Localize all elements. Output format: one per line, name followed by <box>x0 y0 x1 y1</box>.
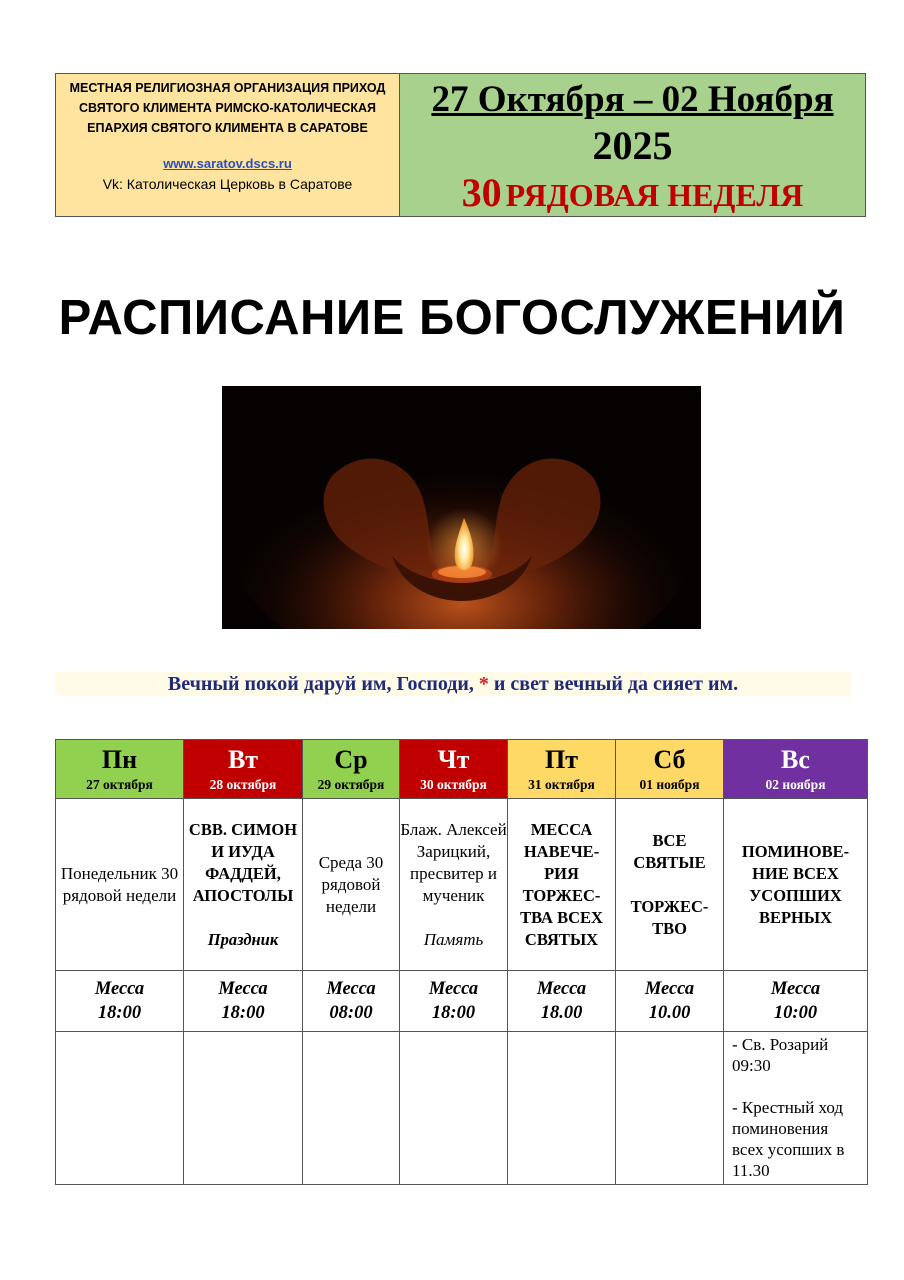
liturgical-week <box>400 170 865 225</box>
event-title: ВСЕ СВЯТЫЕ <box>633 830 706 872</box>
event-row <box>56 799 868 971</box>
mass-time: 18.00 <box>540 1003 583 1023</box>
mass-time: 08:00 <box>329 1003 373 1023</box>
notes-row <box>56 1032 868 1185</box>
header-block <box>55 73 866 217</box>
mass-time: 18:00 <box>221 1003 265 1023</box>
mass-label: Месса <box>536 979 587 999</box>
mass-label: Месса <box>644 979 695 999</box>
day-header-fri <box>508 740 616 799</box>
day-name: Чт <box>437 745 470 774</box>
event-tue <box>184 799 303 971</box>
day-header-wed <box>303 740 400 799</box>
week-year: 2025 <box>592 123 673 168</box>
day-header-mon <box>56 740 184 799</box>
day-date: 30 октября <box>420 777 487 792</box>
parish-info <box>56 74 400 216</box>
mass-label: Месса <box>326 979 376 999</box>
mass-time: 18:00 <box>431 1003 476 1023</box>
day-name: Пн <box>101 745 138 774</box>
candle-in-hands-image <box>222 386 701 629</box>
mass-time: 18:00 <box>97 1003 142 1023</box>
day-date: 02 ноября <box>765 777 826 792</box>
mass-tue <box>184 971 303 1032</box>
rosary-note: - Св. Розарий 09:30 <box>732 1035 829 1075</box>
week-number: 30 <box>461 170 502 215</box>
day-date: 28 октября <box>209 777 277 792</box>
mass-fri <box>508 971 616 1032</box>
day-header-tue <box>184 740 303 799</box>
day-header-sun <box>724 740 868 799</box>
notes-thu <box>400 1032 508 1185</box>
notes-sat <box>616 1032 724 1185</box>
day-name: Пт <box>545 745 578 774</box>
vk-group: Vk: Католическая Церковь в Саратове <box>102 176 353 192</box>
event-text: Среда 30 рядовой недели <box>318 852 384 916</box>
mass-wed <box>303 971 400 1032</box>
day-name: Сб <box>653 745 686 774</box>
day-header-thu <box>400 740 508 799</box>
event-rank: ТОРЖЕС-ТВО <box>630 896 709 938</box>
motto-part-2: и свет вечный да сияет им. <box>493 673 739 695</box>
schedule-table <box>55 739 868 1185</box>
notes-sun <box>724 1032 868 1185</box>
mass-row <box>56 971 868 1032</box>
day-header-sat <box>616 740 724 799</box>
week-label: РЯДОВАЯ НЕДЕЛЯ <box>505 177 804 213</box>
day-date: 27 октября <box>86 777 153 792</box>
event-rank: Праздник <box>207 929 279 949</box>
organization-name: МЕСТНАЯ РЕЛИГИОЗНАЯ ОРГАНИЗАЦИЯ ПРИХОД СВЯТОГО КЛИМЕНТА РИМСКО-КАТОЛИЧЕСКАЯ ЕПАРХИЯ СВЯТОГО КЛИМЕНТА В САРАТОВЕ <box>69 81 386 135</box>
procession-note: - Крестный ход поминовения всех усопших в 11.30 <box>732 1098 845 1180</box>
event-sun <box>724 799 868 971</box>
mass-label: Месса <box>428 979 479 999</box>
day-name: Вт <box>227 745 259 774</box>
event-rank: Память <box>423 929 484 949</box>
day-name: Вс <box>781 745 810 774</box>
event-fri <box>508 799 616 971</box>
day-date: 01 ноября <box>639 777 700 792</box>
mass-sat <box>616 971 724 1032</box>
mass-time: 10:00 <box>773 1003 818 1023</box>
event-text: Блаж. Алексей Зарицкий, пресвитер и мученик <box>400 819 507 905</box>
week-info <box>400 74 865 216</box>
week-dates: 27 Октября – 02 Ноября <box>431 79 834 120</box>
mass-mon <box>56 971 184 1032</box>
event-thu <box>400 799 508 971</box>
mass-label: Месса <box>218 979 268 999</box>
notes-mon <box>56 1032 184 1185</box>
mass-label: Месса <box>94 979 145 999</box>
notes-fri <box>508 1032 616 1185</box>
website-link[interactable]: www.saratov.dscs.ru <box>163 156 292 171</box>
motto-star: * <box>478 673 489 695</box>
day-header-row <box>56 740 868 799</box>
event-title: СВВ. СИМОН И ИУДА ФАДДЕЙ, АПОСТОЛЫ <box>188 819 298 905</box>
mass-sun <box>724 971 868 1032</box>
notes-tue <box>184 1032 303 1185</box>
page-title: РАСПИСАНИЕ БОГОСЛУЖЕНИЙ <box>58 291 846 345</box>
mass-time: 10.00 <box>648 1003 691 1023</box>
mass-label: Месса <box>770 979 821 999</box>
prayer-motto <box>55 672 851 696</box>
event-title: МЕССА НАВЕЧЕ-РИЯ ТОРЖЕС-ТВА ВСЕХ СВЯТЫХ <box>520 819 603 949</box>
event-text: Понедельник 30 рядовой недели <box>60 863 179 905</box>
mass-thu <box>400 971 508 1032</box>
day-date: 31 октября <box>528 777 595 792</box>
day-date: 29 октября <box>317 777 385 792</box>
day-name: Ср <box>334 745 368 774</box>
notes-wed <box>303 1032 400 1185</box>
event-sat <box>616 799 724 971</box>
motto-part-1: Вечный покой даруй им, Господи, <box>167 673 474 695</box>
event-mon <box>56 799 184 971</box>
event-title: ПОМИНОВЕ-НИЕ ВСЕХ УСОПШИХ ВЕРНЫХ <box>741 841 850 927</box>
event-wed <box>303 799 400 971</box>
